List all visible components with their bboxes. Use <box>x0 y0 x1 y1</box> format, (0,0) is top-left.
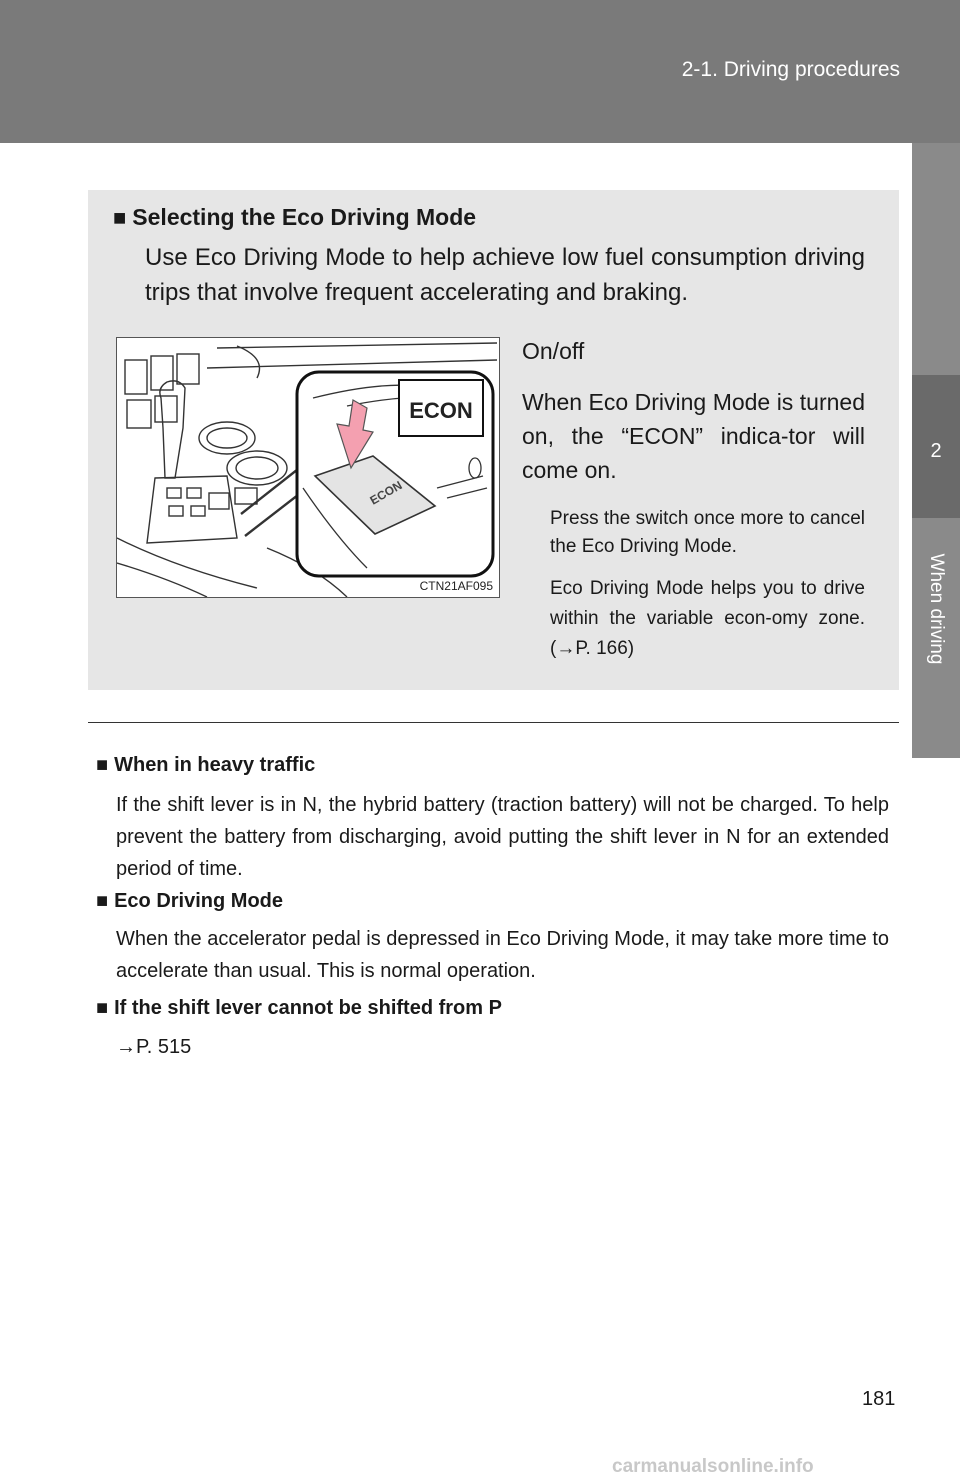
side-tab-upper <box>912 143 960 375</box>
eco-box-heading: ■ Selecting the Eco Driving Mode <box>113 204 477 230</box>
eco-mode-heading: ■ Eco Driving Mode <box>96 890 283 912</box>
console-drawing <box>117 338 499 597</box>
heavy-traffic-body: If the shift lever is in N, the hybrid battery (traction battery) will not be charged. To help prevent the battery from discharging, avoid putting the shift lever in N for an extended period of time. <box>116 794 889 880</box>
figure-code: CTN21AF095 <box>419 579 493 593</box>
shift-lever-reference[interactable]: →P. 515 <box>116 1036 192 1058</box>
chapter-number: 2 <box>930 440 942 462</box>
switch-label: ECON <box>367 478 405 508</box>
economy-zone-note: Eco Driving Mode helps you to drive within the variable econ-omy zone. (→P. 166) <box>550 578 865 659</box>
chapter-label: When driving <box>926 553 947 665</box>
square-bullet-icon: ■ <box>96 890 109 912</box>
econ-indicator-label: ECON <box>409 398 473 423</box>
onoff-label: On/off <box>522 338 585 364</box>
section-title: 2-1. Driving procedures <box>681 58 900 81</box>
square-bullet-icon: ■ <box>113 205 127 230</box>
heavy-traffic-heading: ■ When in heavy traffic <box>96 754 316 776</box>
square-bullet-icon: ■ <box>96 754 109 776</box>
section-divider <box>88 722 899 723</box>
watermark: carmanualsonline.info <box>612 1456 814 1477</box>
eco-box-intro: Use Eco Driving Mode to help achieve low fuel consumption driving trips that involve frequent accelerating and braking. <box>145 244 865 306</box>
page-header <box>0 0 960 143</box>
page-number: 181 <box>862 1388 896 1410</box>
shift-lever-heading: ■ If the shift lever cannot be shifted from P <box>96 997 502 1019</box>
onoff-description: When Eco Driving Mode is turned on, the “ECON” indica-tor will come on. <box>522 389 865 483</box>
square-bullet-icon: ■ <box>96 997 109 1019</box>
cancel-note: Press the switch once more to cancel the Eco Driving Mode. <box>550 508 865 557</box>
econ-switch-illustration <box>116 337 500 598</box>
eco-mode-body: When the accelerator pedal is depressed in Eco Driving Mode, it may take more time to accelerate than usual. This is normal operation. <box>116 928 889 982</box>
